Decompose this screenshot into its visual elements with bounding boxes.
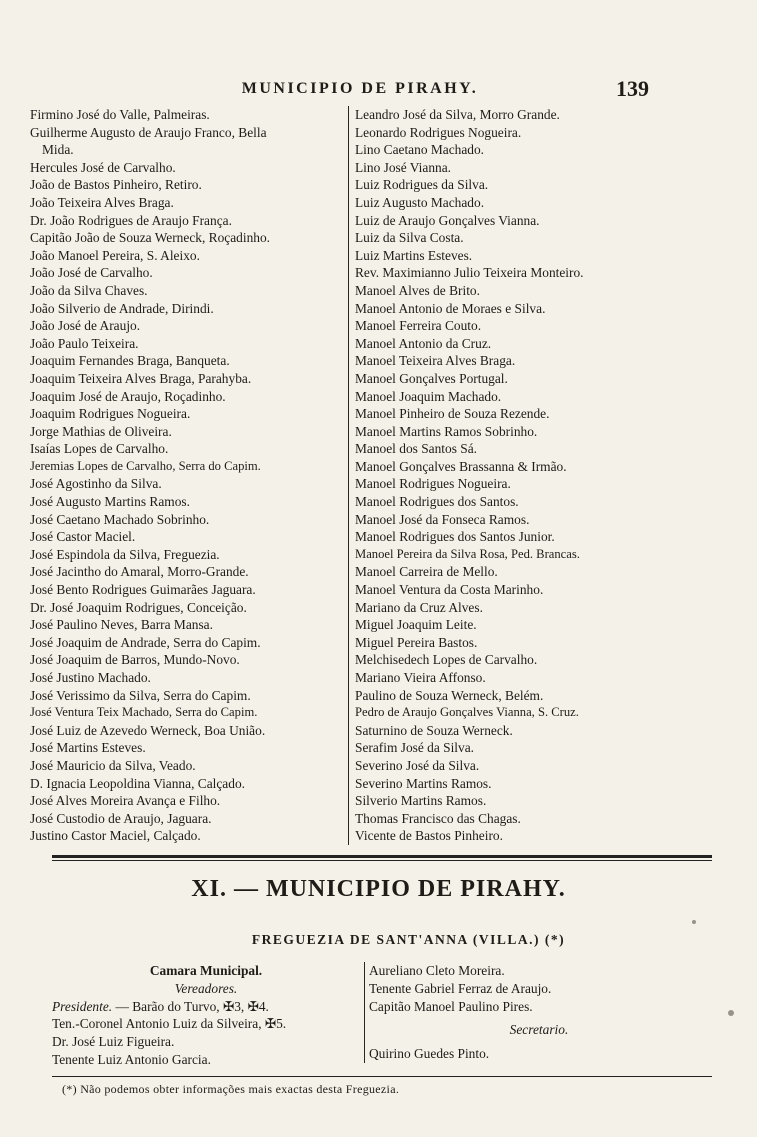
chamber-member: Aureliano Cleto Moreira. [369,963,505,978]
list-item: Manoel Pereira da Silva Rosa, Ped. Brancas. [355,546,580,561]
list-item: Serafim José da Silva. [355,740,475,756]
list-item: João de Bastos Pinheiro, Retiro. [30,177,202,193]
list-item: Manoel Rodrigues dos Santos. [355,494,519,510]
list-item: Lino Caetano Machado. [355,142,485,158]
list-item: Manoel Ferreira Couto. [355,318,482,334]
list-item: Manoel Joaquim Machado. [355,388,502,404]
councillors-label: Vereadores. [174,980,238,996]
names-column-right [348,106,675,845]
list-item: José Paulino Neves, Barra Mansa. [30,617,213,633]
list-item: Dr. José Joaquim Rodrigues, Conceição. [30,599,247,615]
list-item: João da Silva Chaves. [30,282,148,298]
section-title: XI. — MUNICIPIO DE PIRAHY. [191,876,566,902]
list-item: Manoel Teixeira Alves Braga. [355,353,516,369]
list-item: Mariano da Cruz Alves. [355,599,483,615]
list-item: Justino Castor Maciel, Calçado. [30,828,201,844]
chamber-member: Tenente Gabriel Ferraz de Araujo. [369,980,552,996]
list-item: Manoel Antonio da Cruz. [355,335,492,351]
list-item: João Teixeira Alves Braga. [30,194,174,210]
list-item: Miguel Joaquim Leite. [355,617,477,633]
list-item: Leandro José da Silva, Morro Grande. [355,107,560,122]
list-item: Rev. Maximianno Julio Teixeira Monteiro. [355,265,584,281]
list-item: Luiz Martins Esteves. [355,247,473,263]
list-item: Manoel Rodrigues Nogueira. [355,476,511,492]
list-item: Luiz Rodrigues da Silva. [355,177,489,193]
list-item: José Caetano Machado Sobrinho. [30,511,210,527]
list-item: José Agostinho da Silva. [30,476,162,492]
list-item: Melchisedech Lopes de Carvalho. [355,652,538,668]
list-item: Severino Martins Ramos. [355,775,492,791]
chamber-member: Ten.-Coronel Antonio Luiz da Silveira, ✠5. [52,1016,287,1032]
list-item: Lino José Vianna. [355,159,452,175]
list-item: Jorge Mathias de Oliveira. [30,423,172,439]
list-item: Manoel Martins Ramos Sobrinho. [355,423,538,439]
list-item: José Espindola da Silva, Freguezia. [30,546,220,562]
page-number: 139 [616,76,649,101]
list-item: Manoel Carreira de Mello. [355,564,498,580]
list-item: José Justino Machado. [30,670,151,685]
president-line [52,998,360,1016]
list-item: José Joaquim de Andrade, Serra do Capim. [30,634,261,650]
list-item: Manoel Antonio de Moraes e Silva. [355,300,546,316]
list-item: Manoel José da Fonseca Ramos. [355,511,530,527]
list-item: José Custodio de Araujo, Jaguara. [30,810,212,826]
list-item: Severino José da Silva. [355,757,480,773]
list-item: José Jacintho do Amaral, Morro-Grande. [30,564,249,580]
chamber-heading: Camara Municipal. [149,963,263,978]
running-title: MUNICIPIO DE PIRAHY. [241,80,479,97]
list-item: Silverio Martins Ramos. [355,793,487,809]
names-column-left [30,106,345,845]
list-item: José Mauricio da Silva, Veado. [30,757,196,773]
list-item: João José de Carvalho. [30,265,153,281]
list-item: D. Ignacia Leopoldina Vianna, Calçado. [30,775,245,791]
list-item: João Manoel Pereira, S. Aleixo. [30,247,200,263]
list-item: Vicente de Bastos Pinheiro. [355,828,503,844]
parish-title: FREGUEZIA DE SANT'ANNA (VILLA.) (*) [251,932,566,947]
chamber-member: Tenente Luiz Antonio Garcia. [52,1051,211,1067]
secretary-label: Secretario. [509,1022,569,1038]
chamber-right-column [364,962,709,1063]
list-item: Joaquim Rodrigues Nogueira. [30,406,191,422]
list-item: Jeremias Lopes de Carvalho, Serra do Capim. [30,458,261,473]
secretary-name: Quirino Guedes Pinto. [369,1046,490,1062]
footnote: (*) Não podemos obter informações mais exactas desta Freguezia. [62,1082,400,1096]
list-item: Manoel Gonçalves Brassanna & Irmão. [355,458,567,474]
list-item: Manoel Alves de Brito. [355,282,480,298]
list-item: Luiz de Araujo Gonçalves Vianna. [355,212,540,228]
president-name: — Barão do Turvo, ✠3, ✠4. [115,998,269,1014]
list-item: Leonardo Rodrigues Nogueira. [355,124,522,140]
list-item: Luiz Augusto Machado. [355,194,485,210]
list-item: Guilherme Augusto de Araujo Franco, Bella [30,124,267,140]
list-item: Joaquim Fernandes Braga, Banqueta. [30,353,230,369]
list-item: João Silverio de Andrade, Dirindi. [30,300,214,316]
list-item: Thomas Francisco das Chagas. [355,810,521,826]
list-item: José Alves Moreira Avança e Filho. [30,793,221,809]
list-item: Dr. João Rodrigues de Araujo França. [30,212,232,228]
list-item: Hercules José de Carvalho. [30,159,176,175]
list-item: Capitão João de Souza Werneck, Roçadinho. [30,230,271,246]
list-item: Pedro de Araujo Gonçalves Vianna, S. Cruz. [355,705,579,720]
list-item: José Martins Esteves. [30,740,146,756]
list-item: Manoel dos Santos Sá. [355,441,477,457]
list-item: José Joaquim de Barros, Mundo-Novo. [30,652,240,668]
list-item: José Verissimo da Silva, Serra do Capim. [30,687,251,703]
list-item: Mariano Vieira Affonso. [355,670,486,685]
municipal-chamber [52,962,712,1072]
president-label: Presidente. [52,998,113,1014]
footnote-rule [52,1076,712,1077]
list-item: Isaías Lopes de Carvalho. [30,441,169,457]
section-rule-thin [52,860,712,861]
list-item: Saturnino de Souza Werneck. [355,722,513,738]
section-rule-thick [52,855,712,858]
names-list [30,106,670,844]
list-item: José Castor Maciel. [30,529,136,545]
list-item: Mida. [42,142,74,158]
list-item: Joaquim Teixeira Alves Braga, Parahyba. [30,370,252,386]
list-item: Manoel Ventura da Costa Marinho. [355,582,544,598]
list-item: José Luiz de Azevedo Werneck, Boa União. [30,722,266,738]
chamber-member: Dr. José Luiz Figueira. [52,1034,175,1050]
list-item: João Paulo Teixeira. [30,335,139,351]
chamber-member: Capitão Manoel Paulino Pires. [369,998,533,1014]
list-item: Joaquim José de Araujo, Roçadinho. [30,388,226,404]
list-item: João José de Araujo. [30,318,141,334]
list-item: Manoel Pinheiro de Souza Rezende. [355,406,550,422]
list-item: Paulino de Souza Werneck, Belém. [355,687,544,703]
list-item: Manoel Gonçalves Portugal. [355,370,508,386]
ink-speck [692,920,696,924]
list-item: José Bento Rodrigues Guimarães Jaguara. [30,582,256,598]
list-item: Firmino José do Valle, Palmeiras. [30,107,210,122]
list-item: Miguel Pereira Bastos. [355,634,478,650]
list-item: Luiz da Silva Costa. [355,230,464,246]
list-item: Manoel Rodrigues dos Santos Junior. [355,529,555,545]
ink-speck [728,1010,734,1016]
chamber-left-column [52,962,360,1069]
list-item: José Ventura Teix Machado, Serra do Capim. [30,705,258,720]
list-item: José Augusto Martins Ramos. [30,494,190,510]
